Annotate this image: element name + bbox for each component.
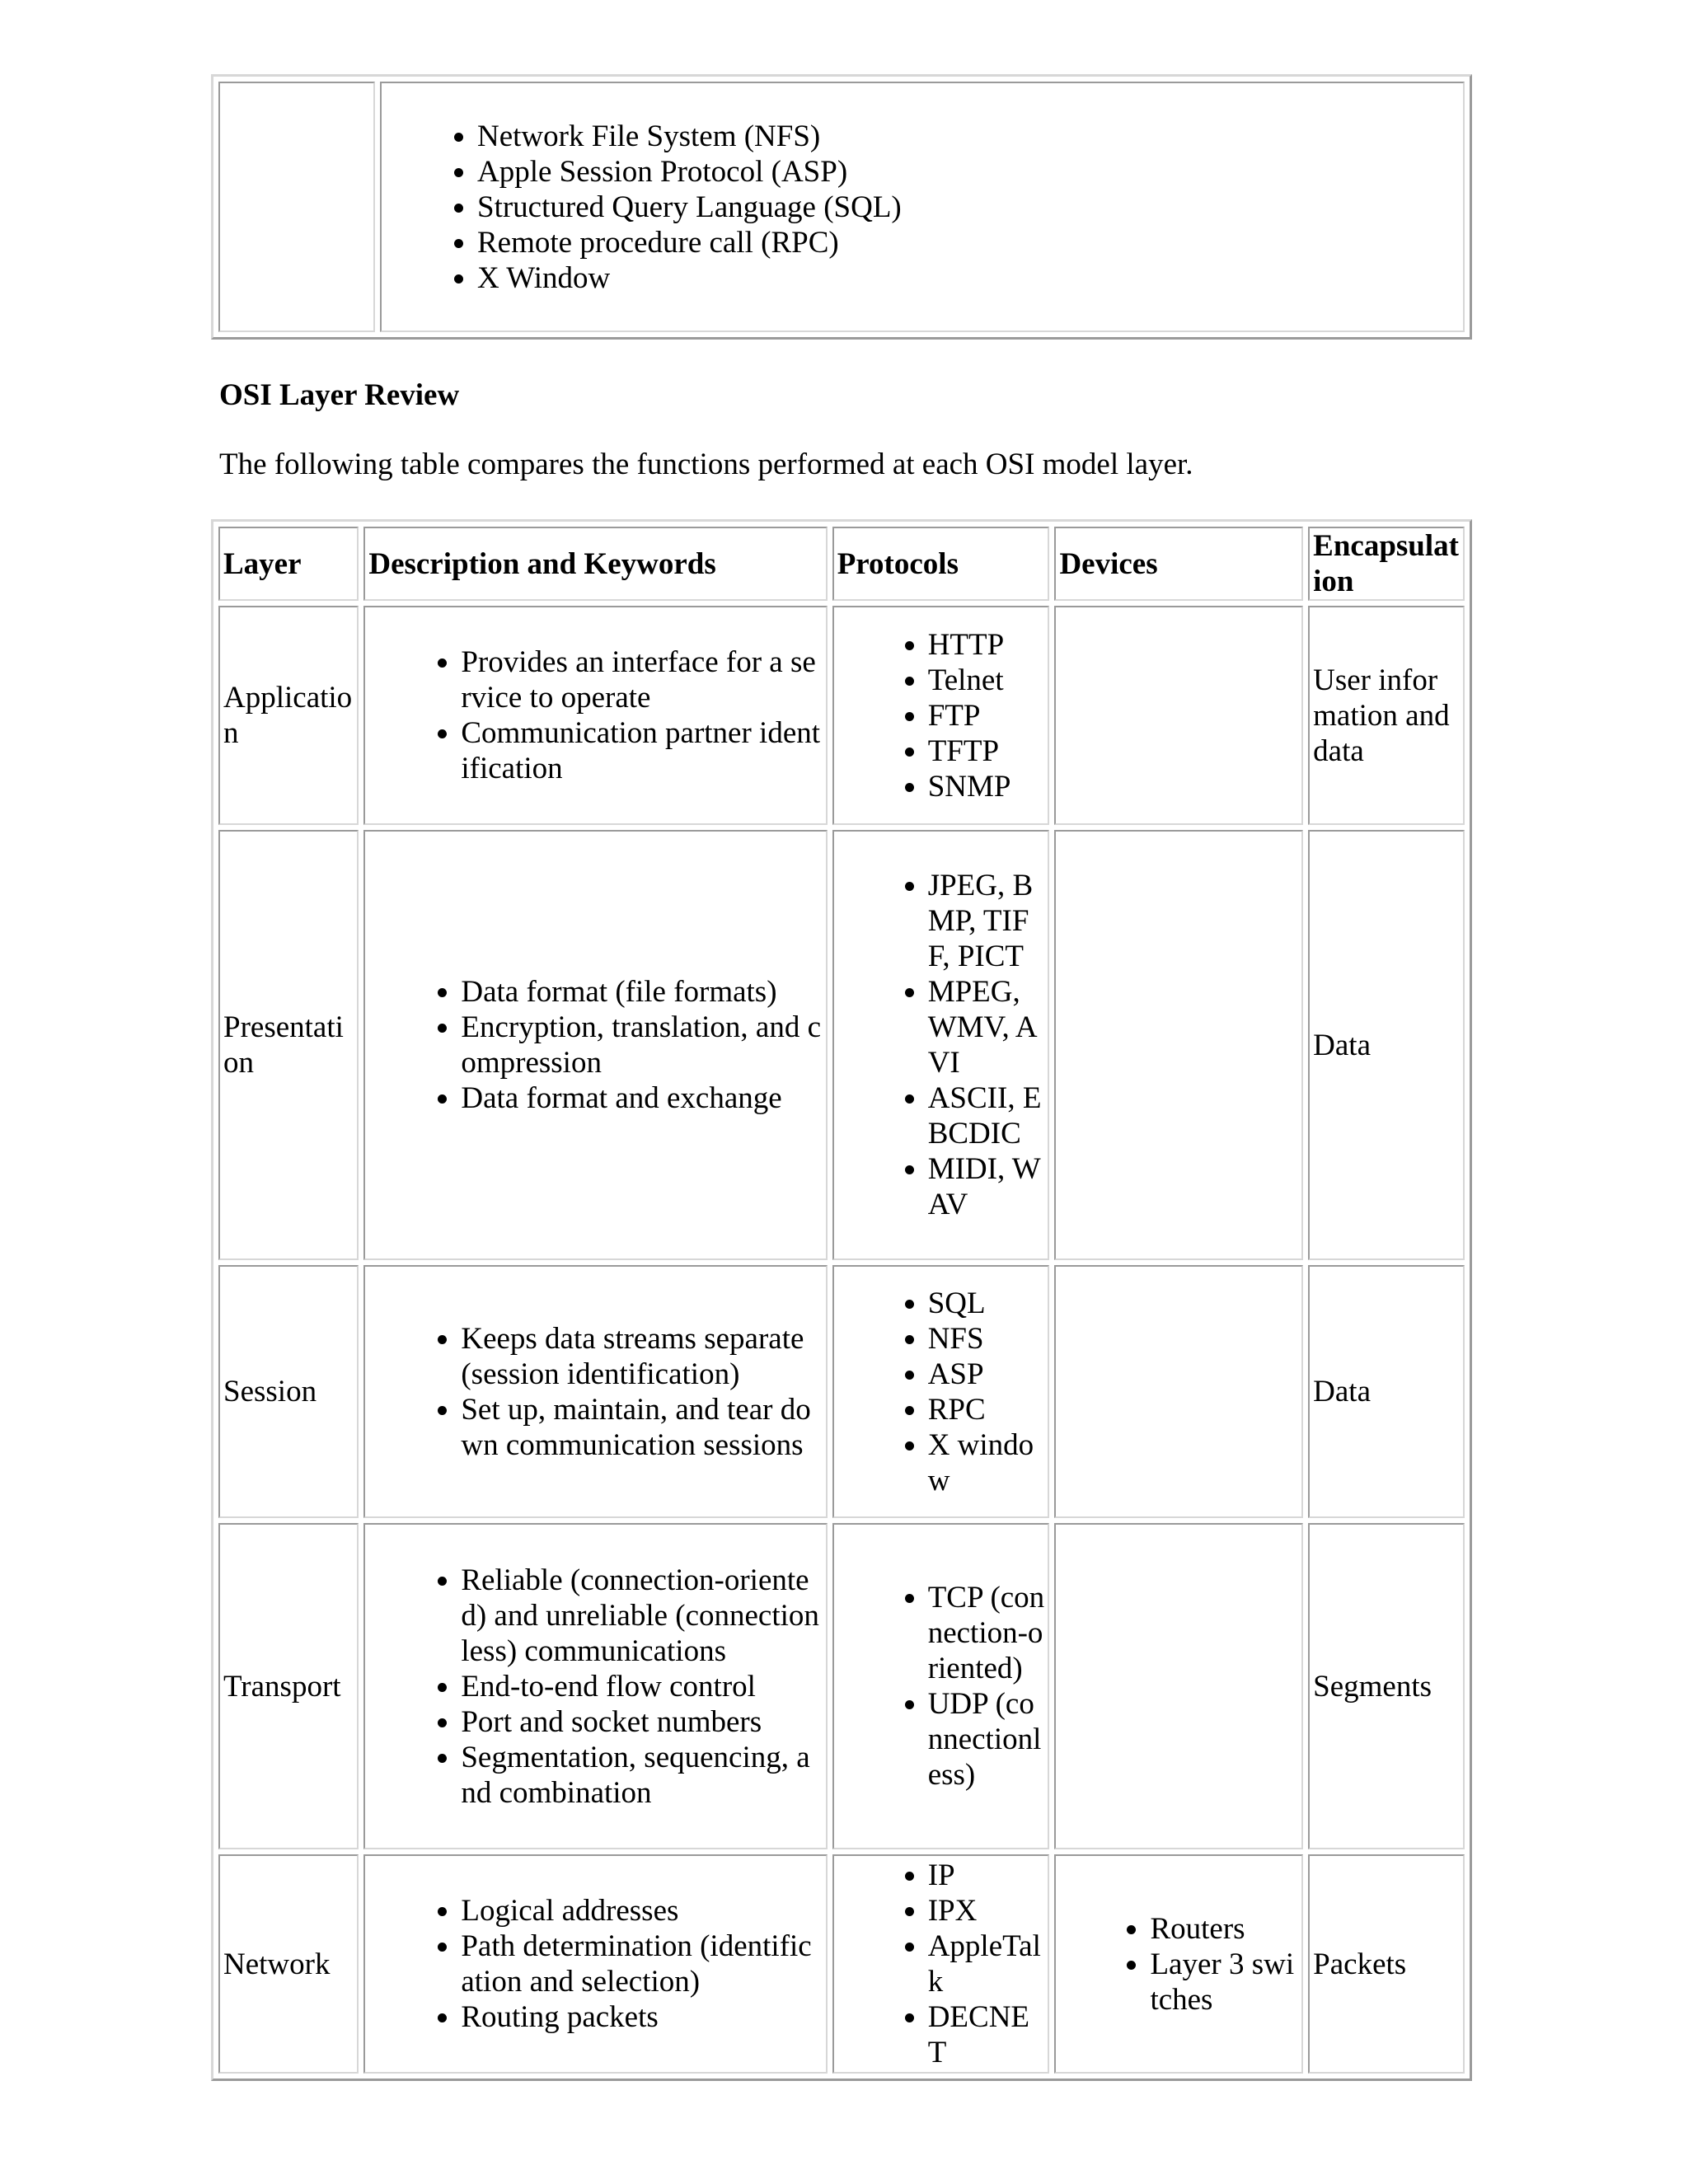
list-item: • TCP (connection-oriented) <box>928 1580 1045 1686</box>
layer-name-cell: Presentation <box>218 830 359 1260</box>
protocols-cell <box>832 1265 1050 1518</box>
header-description: Description and Keywords <box>363 527 827 601</box>
list-item: • Logical addresses <box>461 1893 822 1929</box>
list-item: • Data format and exchange <box>461 1080 822 1116</box>
table-row <box>218 1854 1465 2074</box>
description-cell <box>363 1265 827 1518</box>
list-item: • MPEG, WMV, AVI <box>928 974 1045 1080</box>
list-item: • Keeps data streams separate (session identification) <box>461 1321 822 1392</box>
list-item: • Segmentation, sequencing, and combination <box>461 1740 822 1811</box>
list-item: • TFTP <box>928 733 1045 769</box>
table-header-row <box>218 527 1465 601</box>
protocols-cell <box>832 830 1050 1260</box>
list-item: • Path determination (identification and selection) <box>461 1929 822 1999</box>
empty-layer-cell <box>218 82 375 332</box>
list-item: • IPX <box>928 1893 1045 1929</box>
list-item: • DECNET <box>928 1999 1045 2070</box>
header-protocols: Protocols <box>832 527 1050 601</box>
list-item: • X Window <box>477 260 1460 296</box>
header-layer: Layer <box>218 527 359 601</box>
list-item: • MIDI, WAV <box>928 1151 1045 1222</box>
table-row <box>218 1523 1465 1849</box>
section-heading: OSI Layer Review <box>219 378 460 412</box>
list-item: • Network File System (NFS) <box>477 119 1460 154</box>
list-item: • Port and socket numbers <box>461 1704 822 1740</box>
list-item: • Telnet <box>928 663 1045 698</box>
table-row <box>218 1265 1465 1518</box>
layer-name-cell: Network <box>218 1854 359 2074</box>
devices-cell <box>1054 1854 1303 2074</box>
devices-cell <box>1054 1523 1303 1849</box>
description-cell <box>363 1523 827 1849</box>
protocols-cell <box>832 1854 1050 2074</box>
encapsulation-cell: Data <box>1308 1265 1465 1518</box>
list-item: • Provides an interface for a service to operate <box>461 644 822 715</box>
header-devices: Devices <box>1054 527 1303 601</box>
encapsulation-cell: Data <box>1308 830 1465 1260</box>
list-item: • IP <box>928 1858 1045 1893</box>
layer-name-cell: Application <box>218 606 359 825</box>
devices-cell <box>1054 1265 1303 1518</box>
list-item: • RPC <box>928 1392 1045 1427</box>
list-item: • FTP <box>928 698 1045 733</box>
session-protocols-table <box>211 74 1472 340</box>
list-item: • Routers <box>1150 1911 1298 1947</box>
header-encapsulation: Encapsulation <box>1308 527 1465 601</box>
encapsulation-cell: Packets <box>1308 1854 1465 2074</box>
section-intro: The following table compares the functions performed at each OSI model layer. <box>219 448 1193 481</box>
table-row <box>218 830 1465 1260</box>
table-row <box>218 606 1465 825</box>
description-cell <box>363 1854 827 2074</box>
list-item: • Reliable (connection-oriented) and unreliable (connectionless) communications <box>461 1563 822 1669</box>
protocols-cell <box>832 1523 1050 1849</box>
list-item: • Remote procedure call (RPC) <box>477 225 1460 260</box>
list-item: • Data format (file formats) <box>461 974 822 1010</box>
layer-name-cell: Transport <box>218 1523 359 1849</box>
description-cell <box>363 606 827 825</box>
list-item: • Layer 3 switches <box>1150 1947 1298 2018</box>
osi-layer-table <box>211 519 1472 2081</box>
list-item: • End-to-end flow control <box>461 1669 822 1704</box>
list-item: • X window <box>928 1427 1045 1498</box>
protocol-list-cell <box>380 82 1465 332</box>
list-item: • Encryption, translation, and compression <box>461 1010 822 1080</box>
table-row <box>218 82 1465 332</box>
list-item: • Communication partner identification <box>461 715 822 786</box>
description-cell <box>363 830 827 1260</box>
devices-cell <box>1054 830 1303 1260</box>
list-item: • HTTP <box>928 627 1045 663</box>
list-item: • Routing packets <box>461 1999 822 2035</box>
list-item: • ASCII, EBCDIC <box>928 1080 1045 1151</box>
encapsulation-cell: Segments <box>1308 1523 1465 1849</box>
list-item: • SNMP <box>928 769 1045 804</box>
protocols-cell <box>832 606 1050 825</box>
encapsulation-cell: User information and data <box>1308 606 1465 825</box>
list-item: • Apple Session Protocol (ASP) <box>477 154 1460 190</box>
list-item: • AppleTalk <box>928 1929 1045 1999</box>
list-item: • JPEG, BMP, TIFF, PICT <box>928 868 1045 974</box>
list-item: • Structured Query Language (SQL) <box>477 190 1460 225</box>
layer-name-cell: Session <box>218 1265 359 1518</box>
list-item: • ASP <box>928 1357 1045 1392</box>
list-item: • NFS <box>928 1321 1045 1357</box>
devices-cell <box>1054 606 1303 825</box>
list-item: • Set up, maintain, and tear down communication sessions <box>461 1392 822 1463</box>
list-item: • UDP (connectionless) <box>928 1686 1045 1793</box>
list-item: • SQL <box>928 1286 1045 1321</box>
protocol-list <box>385 119 1460 296</box>
